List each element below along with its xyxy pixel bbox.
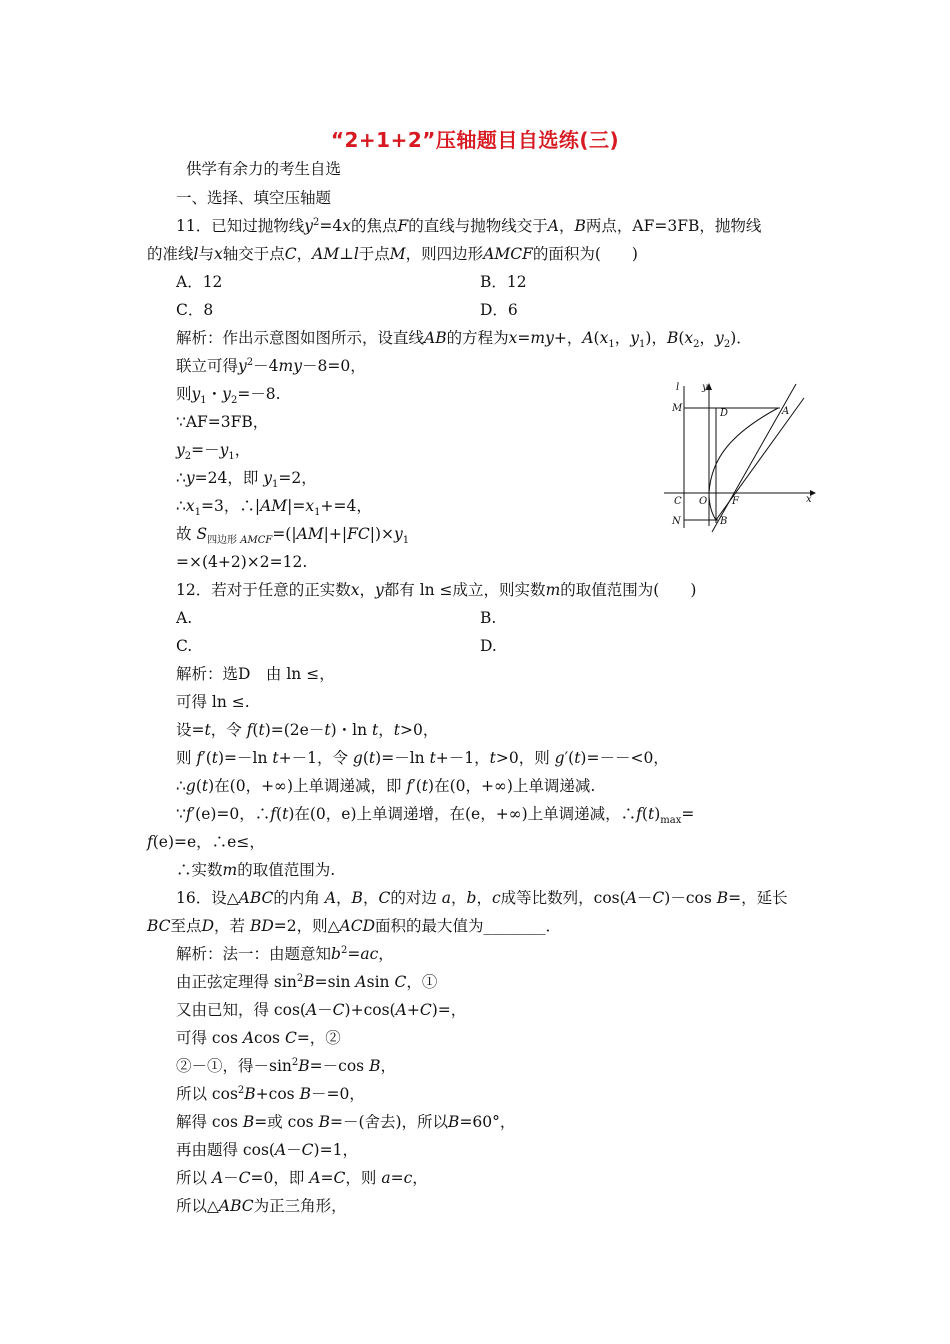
label-m: M: [672, 403, 683, 414]
label-n: N: [672, 516, 681, 527]
q11-option-a: A．12: [176, 273, 223, 291]
q16-solution-line9: 所以 A－C=0，即 A=C，则 a=c，: [176, 1169, 428, 1187]
q11-solution-line4: ∵AF=3FB，: [176, 413, 269, 431]
parabola-curve: [709, 408, 778, 493]
q11-solution-line2: 联立可得$y^2-4my-8=0$，: [176, 356, 366, 375]
q16-stem-line1: 16．设△ABC的内角 A，B，C的对边 a，b，c成等比数列，cos(A－C)－cos B=，延长: [176, 889, 788, 907]
label-a: A: [782, 406, 790, 417]
q16-solution-line3: 又由已知，得 cos(A－C)+cos(A+C)=，: [176, 1001, 467, 1019]
q11-solution-line6: ∴y=24，即 $y_1=2$，: [176, 469, 317, 491]
label-l: l: [676, 382, 680, 393]
q11-solution-line1: 解析：作出示意图如图所示，设直线AB的方程为x=my+，$A(x_1$，$y_1$)，$B(x_2$，$y_2$)．: [176, 329, 752, 351]
q12-option-d: D.: [480, 637, 497, 655]
label-b: B: [720, 516, 728, 527]
q11-solution-line3: 则$y_1$・$y_2=-8$.: [176, 385, 281, 407]
q11-solution-line5: $y_2=-y_1$，: [176, 441, 251, 463]
q12-solution-line4: 则 f′(t)=－ln t+－1，令 g(t)=－ln t+－1，t>0，则 g′(t)=－－<0，: [176, 749, 669, 767]
q11-solution-line9: =×(4+2)×2=12.: [176, 553, 308, 571]
parabola-diagram: [660, 378, 818, 534]
q12-stem: 12．若对于任意的正实数x，y都有 ln ≤成立，则实数m的取值范围为( ): [176, 581, 697, 599]
chord-line: [716, 398, 804, 520]
q12-solution-line5: ∴g(t)在(0，+∞)上单调递减，即 f′(t)在(0，+∞)上单调递减.: [176, 777, 596, 795]
q12-solution-line1: 解析：选D 由 ln ≤，: [176, 665, 335, 683]
q11-option-c: C．8: [176, 301, 214, 319]
q12-option-b: B.: [480, 609, 497, 627]
q16-solution-line8: 再由题得 cos(A－C)=1，: [176, 1141, 358, 1159]
q11-solution-line7: $\therefore x_1=3$，$\therefore|AM|=x_1+=4$，: [176, 497, 372, 519]
label-c: C: [674, 496, 682, 507]
q11-option-d: D．6: [480, 301, 518, 319]
q11-solution-line8: 故 $S_{四边形 AMCF}=(|AM|+|FC|)\times y_1$: [176, 525, 410, 547]
label-d: D: [720, 408, 729, 419]
q16-solution-line5: ②－①，得$-\sin^2B=-\cos$ B，: [176, 1056, 396, 1075]
q12-option-c: C.: [176, 637, 193, 655]
q11-stem-line1: 11．已知过抛物线$y^2=4x$的焦点F的直线与抛物线交于A，B两点，AF=3FB，抛物线: [176, 216, 762, 235]
q12-solution-line6b: f(e)=e，∴e≤，: [147, 833, 265, 851]
parabola-lower: [709, 493, 716, 520]
label-o: O: [699, 496, 708, 507]
q11-option-b: B．12: [480, 273, 527, 291]
q12-solution-line2: 可得 ln ≤.: [176, 693, 250, 711]
q16-solution-line7: 解得 cos B=或 cos B=－(舍去)，所以B=60°，: [176, 1113, 516, 1131]
label-x: x: [806, 494, 812, 505]
intro-text: 供学有余力的考生自选: [186, 160, 342, 178]
q16-solution-line6: 所以 $\cos^2B+\cos$ B－=0，: [176, 1084, 365, 1103]
label-f: F: [732, 496, 739, 507]
q16-solution-line10: 所以△ABC为正三角形，: [176, 1197, 347, 1215]
page-title: “2+1+2”压轴题目自选练(三): [330, 128, 620, 152]
q16-stem-line2: BC至点D，若 BD=2，则△ACD面积的最大值为________．: [147, 917, 562, 935]
q12-solution-line7: ∴实数m的取值范围为.: [176, 861, 336, 879]
q11-stem-line2: 的准线l与x轴交于点C，AM⊥l于点M，则四边形AMCF的面积为( ): [147, 245, 638, 263]
q12-option-a: A.: [176, 609, 193, 627]
q16-solution-line2: 由正弦定理得 $\sin^2B=\sin$ Asin C，①: [176, 972, 438, 991]
section-heading: 一、选择、填空压轴题: [176, 189, 332, 207]
q16-solution-line4: 可得 cos Acos C=，②: [176, 1029, 341, 1047]
q16-solution-line1: 解析：法一：由题意知$b^2=ac$，: [176, 944, 394, 963]
q12-solution-line6: ∵f′(e)=0，∴f(t)在(0，e)上单调递增，在(e，+∞)上单调递减，$\therefore f(t)_{max}=$: [176, 805, 695, 827]
label-y: y: [702, 382, 708, 393]
q12-solution-line3: 设=t，令 f(t)=(2e－t)・ln t，t>0，: [176, 721, 439, 739]
